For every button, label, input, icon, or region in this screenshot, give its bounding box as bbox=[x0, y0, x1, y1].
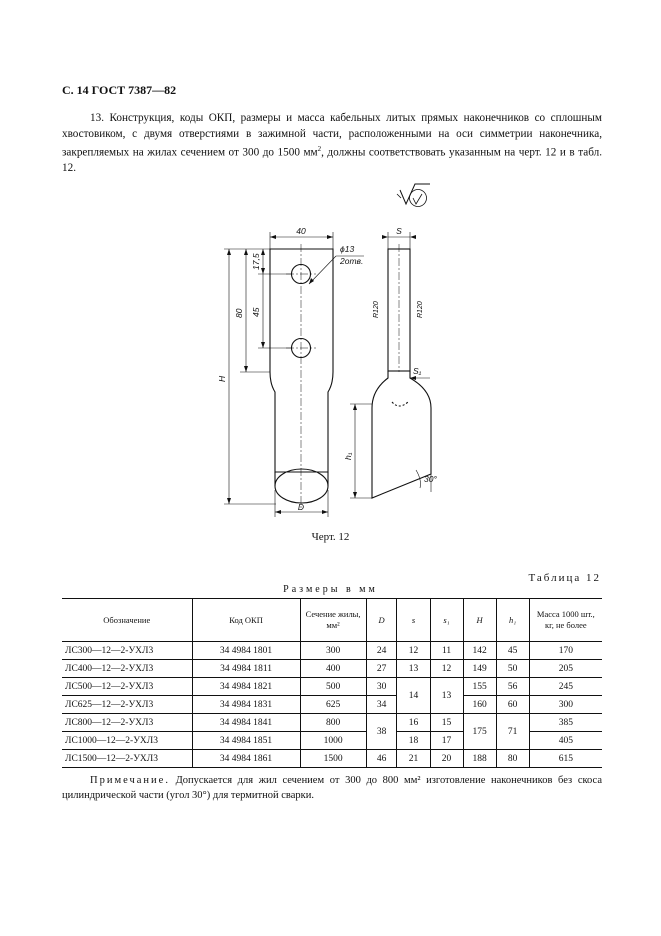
cell-h1: 56 bbox=[496, 678, 529, 696]
dim-s1-label: S₁ bbox=[413, 366, 422, 376]
dim-45-label: 45 bbox=[251, 307, 261, 317]
cell-mass: 405 bbox=[529, 732, 602, 750]
dim-angle-label: 30° bbox=[424, 474, 437, 484]
note-text: Допускается для жил сечением от 300 до 800 мм² изготовление наконечников без скоса цилиндрической части (угол 30°) для термитной сварки. bbox=[62, 775, 603, 801]
cell-section: 1500 bbox=[300, 750, 366, 768]
cell-okp: 34 4984 1811 bbox=[192, 660, 300, 678]
cell-s: 18 bbox=[397, 732, 430, 750]
clause-tail: , должны соответствовать указанным на черт. 12 и в табл. 12. bbox=[62, 146, 602, 175]
table-row bbox=[62, 642, 602, 660]
table-row bbox=[62, 714, 602, 732]
cell-s: 14 bbox=[397, 678, 430, 714]
cell-section: 800 bbox=[300, 714, 366, 732]
cell-s1: 13 bbox=[430, 678, 463, 714]
cell-h1: 50 bbox=[496, 660, 529, 678]
cell-H: 155 bbox=[463, 678, 496, 696]
cell-h1: 45 bbox=[496, 642, 529, 660]
table-row bbox=[62, 750, 602, 768]
cell-designation: ЛС625—12—2-УХЛ3 bbox=[62, 696, 192, 714]
cell-H: 142 bbox=[463, 642, 496, 660]
cell-section: 1000 bbox=[300, 732, 366, 750]
cell-s: 16 bbox=[397, 714, 430, 732]
cell-okp: 34 4984 1861 bbox=[192, 750, 300, 768]
cell-D: 46 bbox=[366, 750, 397, 768]
table-row bbox=[62, 696, 602, 714]
col-header: Масса 1000 шт., кг, не более bbox=[529, 599, 602, 642]
cell-H: 149 bbox=[463, 660, 496, 678]
page-header: С. 14 ГОСТ 7387—82 bbox=[62, 83, 177, 97]
cell-s1: 17 bbox=[430, 732, 463, 750]
col-header: Код ОКП bbox=[192, 599, 300, 642]
dim-h1-label: h₁ bbox=[343, 452, 353, 460]
cell-mass: 615 bbox=[529, 750, 602, 768]
cell-mass: 205 bbox=[529, 660, 602, 678]
cell-D: 24 bbox=[366, 642, 397, 660]
cell-s1: 20 bbox=[430, 750, 463, 768]
cell-D: 34 bbox=[366, 696, 397, 714]
cell-designation: ЛС400—12—2-УХЛ3 bbox=[62, 660, 192, 678]
cell-h1: 71 bbox=[496, 714, 529, 750]
dim-width-label: 40 bbox=[296, 226, 306, 236]
table-header bbox=[62, 599, 602, 642]
cell-D: 38 bbox=[366, 714, 397, 750]
cell-designation: ЛС300—12—2-УХЛ3 bbox=[65, 645, 154, 656]
cell-s1: 12 bbox=[430, 660, 463, 678]
cell-h1: 60 bbox=[496, 696, 529, 714]
cell-okp: 34 4984 1851 bbox=[192, 732, 300, 750]
dim-80-label: 80 bbox=[234, 308, 244, 318]
sizes-label: Размеры в мм bbox=[283, 584, 378, 595]
cell-s1: 11 bbox=[430, 642, 463, 660]
cell-H: 175 bbox=[463, 714, 496, 750]
dim-D-label: D bbox=[297, 502, 305, 512]
dim-H-label: H bbox=[217, 375, 227, 382]
col-header: Обозначение bbox=[62, 599, 192, 642]
clause-sup: 2 bbox=[317, 145, 322, 153]
col-header: s₁ bbox=[430, 599, 463, 642]
table-row bbox=[62, 678, 602, 696]
dim-holes-count-label: 2отв. bbox=[340, 256, 364, 266]
radius-label-2: R120 bbox=[417, 301, 424, 318]
dim-top-label: 17,5 bbox=[251, 253, 261, 270]
cell-D: 27 bbox=[366, 660, 397, 678]
table-row bbox=[62, 660, 602, 678]
cell-s: 13 bbox=[397, 660, 430, 678]
table-note bbox=[62, 773, 602, 803]
radius-label-1: R120 bbox=[373, 301, 380, 318]
cell-designation: ЛС1500—12—2-УХЛ3 bbox=[62, 750, 192, 768]
cell-mass: 385 bbox=[529, 714, 602, 732]
col-header: Сечение жилы, мм² bbox=[300, 599, 366, 642]
cell-okp: 34 4984 1841 bbox=[192, 714, 300, 732]
cell-okp: 34 4984 1831 bbox=[192, 696, 300, 714]
cell-designation: ЛС800—12—2-УХЛ3 bbox=[62, 714, 192, 732]
cell-h1: 80 bbox=[496, 750, 529, 768]
cell-section: 400 bbox=[300, 660, 366, 678]
drawing-caption: Черт. 12 bbox=[311, 531, 350, 543]
cell-s: 21 bbox=[397, 750, 430, 768]
col-header: H bbox=[463, 599, 496, 642]
dim-hole-label: ϕ13 bbox=[340, 244, 355, 254]
dim-s-label: S bbox=[396, 226, 402, 236]
cell-mass: 170 bbox=[529, 642, 602, 660]
cell-D: 30 bbox=[366, 678, 397, 696]
data-table bbox=[62, 598, 602, 768]
cell-okp: 34 4984 1801 bbox=[192, 642, 300, 660]
cell-section: 300 bbox=[300, 642, 366, 660]
cell-H: 188 bbox=[463, 750, 496, 768]
cell-s1: 15 bbox=[430, 714, 463, 732]
table-label: Таблица 12 bbox=[528, 572, 601, 584]
cell-mass: 245 bbox=[529, 678, 602, 696]
cell-section: 625 bbox=[300, 696, 366, 714]
col-header: h₁ bbox=[496, 599, 529, 642]
col-header: s bbox=[397, 599, 430, 642]
cell-mass: 300 bbox=[529, 696, 602, 714]
cell-H: 160 bbox=[463, 696, 496, 714]
col-header: D bbox=[366, 599, 397, 642]
cell-s: 12 bbox=[397, 642, 430, 660]
cell-designation: ЛС500—12—2-УХЛ3 bbox=[62, 678, 192, 696]
note-label: Примечание. bbox=[90, 775, 170, 786]
cell-designation: ЛС1000—12—2-УХЛ3 bbox=[62, 732, 192, 750]
cell-okp: 34 4984 1821 bbox=[192, 678, 300, 696]
cell-section: 500 bbox=[300, 678, 366, 696]
clause-text: 13. Конструкция, коды ОКП, размеры и масса кабельных литых прямых наконечников со сплошным хвостовиком, с двумя отверстиями в зажимной части, расположенными на оси симметрии наконечника, закрепляемых на жилах сечением от 300 до 1500 мм bbox=[62, 112, 602, 159]
